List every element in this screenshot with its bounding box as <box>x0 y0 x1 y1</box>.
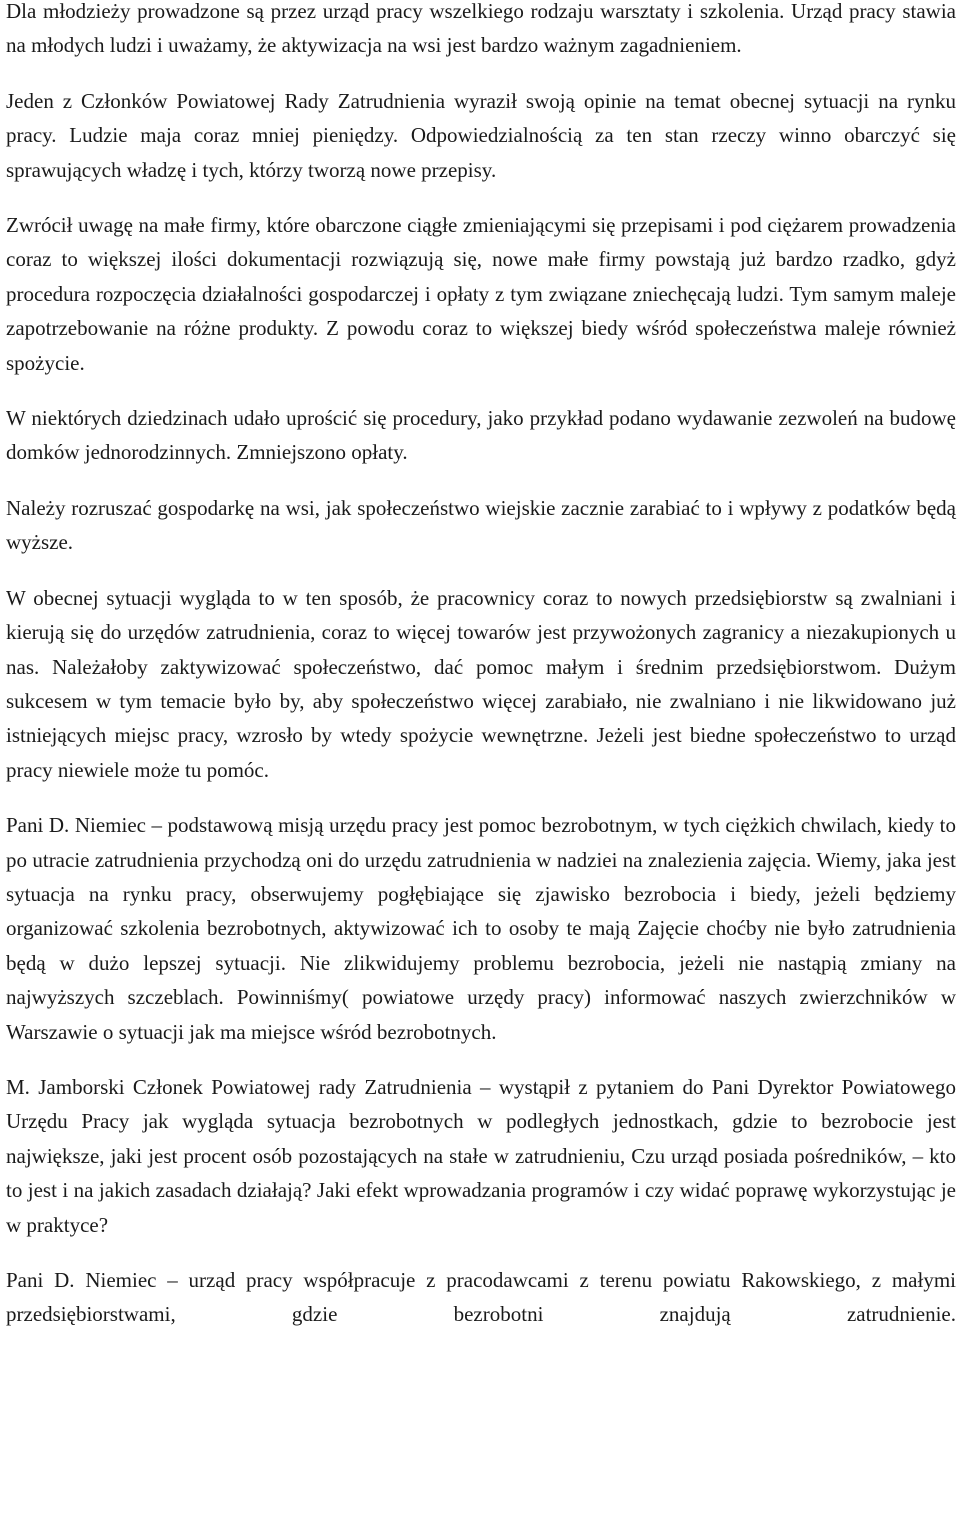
paragraph-rural-economy: Należy rozruszać gospodarkę na wsi, jak społeczeństwo wiejskie zacznie zarabiać to i wpływy z podatków będą wyższe. <box>6 495 956 555</box>
paragraph-small-firms: Zwrócił uwagę na małe firmy, które obarczone ciągłe zmieniającymi się przepisami i pod ciężarem prowadzenia coraz to większej ilości dokumentacji rozwiązują się, nowe małe firmy powstają już bardzo rzadko, gdyż procedura rozpoczęcia działalności gospodarczej i opłaty z tym związane zniechęcają ludzi. Tym samym maleje zapotrzebowanie na różne produkty. Z powodu coraz to większej biedy wśród społeczeństwa maleje również spożycie. <box>6 213 956 375</box>
document-page <box>6 0 956 1353</box>
paragraph-current-situation: W obecnej sytuacji wygląda to w ten sposób, że pracownicy coraz to nowych przedsiębiorstw są zwalniani i kierują się do urzędów zatrudnienia, coraz to więcej towarów jest przywożonych zagranicy a niezakupionych u nas. Należałoby zaktywizować społeczeństwo, dać pomoc małym i średnim przedsiębiorstwom. Dużym sukcesem w tym temacie było by, aby społeczeństwo więcej zarabiało, nie zwalniano i nie likwidowano już istniejących miejsc pracy, wzrosło by wtedy spożycie wewnętrzne. Jeżeli jest biedne społeczeństwo to urząd pracy niewiele może tu pomóc. <box>6 585 956 782</box>
paragraph-simplified-procedures: W niektórych dziedzinach udało uprościć się procedury, jako przykład podano wydawanie zezwoleń na budowę domków jednorodzinnych. Zmniejszono opłaty. <box>6 406 956 465</box>
paragraph-council-member-opinion: Jeden z Członków Powiatowej Rady Zatrudnienia wyraził swoją opinie na temat obecnej sytuacji na rynku pracy. Ludzie maja coraz mniej pieniędzy. Odpowiedzialnością za ten stan rzeczy winno obarczyć się sprawujących władzę i tych, którzy tworzą nowe przepisy. <box>6 88 956 182</box>
paragraph-niemiec-answer: Pani D. Niemiec – urząd pracy współpracuje z pracodawcami z terenu powiatu Rakowskiego, z małymi przedsiębiorstwami, gdzie bezrobotni znajdują zatrudnienie. <box>6 1268 956 1327</box>
paragraph-youth-workshops: Dla młodzieży prowadzone są przez urząd pracy wszelkiego rodzaju warsztaty i szkolenia. Urząd pracy stawia na młodych ludzi i uważamy, że aktywizacja na wsi jest bardzo ważnym zagadnieniem. <box>6 0 956 58</box>
paragraph-jamborski-question: M. Jamborski Członek Powiatowej rady Zatrudnienia – wystąpił z pytaniem do Pani Dyrektor Powiatowego Urzędu Pracy jak wygląda sytuacja bezrobotnych w podległych jednostkach, gdzie to bezrobocie jest największe, jaki jest procent osób pozostających na stałe w zatrudnieniu, Czu urząd posiada pośredników, – kto to jest i na jakich zasadach działają? Jaki efekt wprowadzania programów i czy widać poprawę wykorzystując je w praktyce? <box>6 1074 956 1237</box>
paragraph-niemiec-mission: Pani D. Niemiec – podstawową misją urzędu pracy jest pomoc bezrobotnym, w tych ciężkich chwilach, kiedy to po utracie zatrudnienia przychodzą oni do urzędu zatrudnienia w nadziei na znalezienia zajęcia. Wiemy, jaka jest sytuacja na rynku pracy, obserwujemy pogłębiające się zjawisko bezrobocia i biedy, jeżeli będziemy organizować szkolenia bezrobotnych, aktywizować ich to osoby te mają Zajęcie choćby nie było zatrudnienia będą w dużo lepszej sytuacji. Nie zlikwidujemy problemu bezrobocia, jeżeli nie nastąpią zmiany na najwyższych szczeblach. Powinniśmy( powiatowe urzędy pracy) informować naszych zwierzchników w Warszawie o sytuacji jak ma miejsce wśród bezrobotnych. <box>6 813 956 1044</box>
